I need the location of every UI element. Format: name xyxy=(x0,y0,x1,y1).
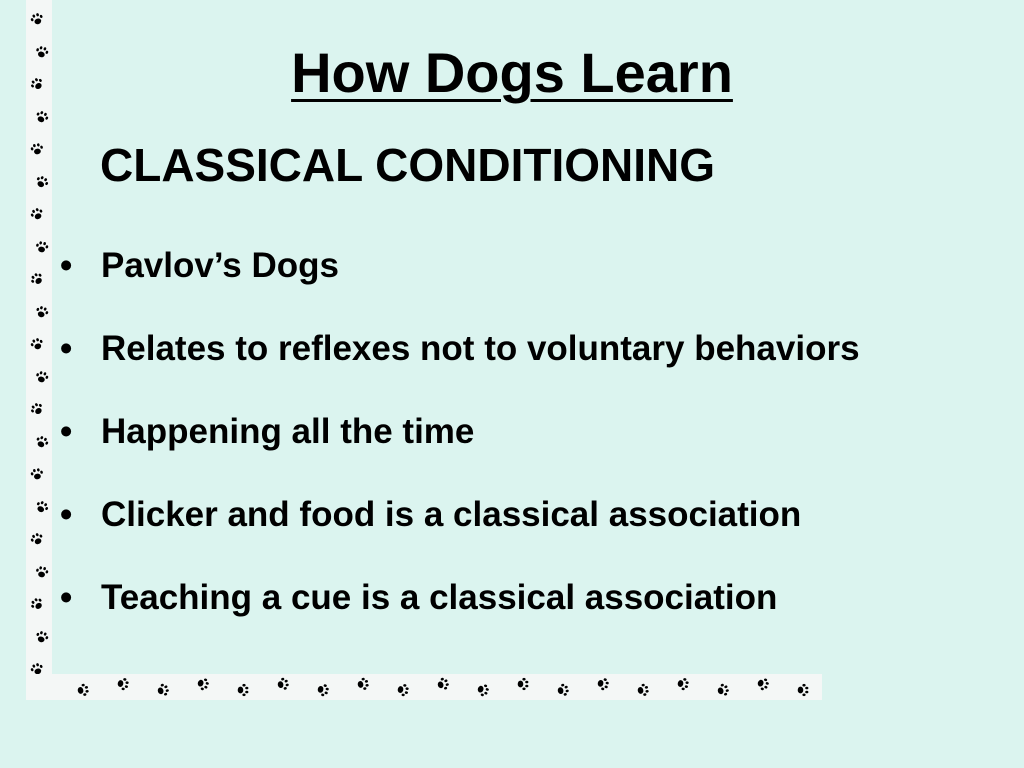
slide-title: How Dogs Learn xyxy=(291,41,733,104)
bullet-dot: • xyxy=(60,412,73,451)
paw-print-icon xyxy=(35,370,49,384)
paw-border-bottom xyxy=(26,674,822,700)
paw-print-icon xyxy=(30,12,44,26)
paw-print-icon xyxy=(756,677,770,691)
slide-subtitle: CLASSICAL CONDITIONING xyxy=(100,139,716,191)
paw-print-icon xyxy=(30,272,44,286)
paw-print-icon xyxy=(35,565,49,579)
paw-print-icon xyxy=(30,142,44,156)
bullet-dot: • xyxy=(60,495,73,534)
paw-print-icon xyxy=(316,683,330,697)
paw-print-icon xyxy=(35,110,49,124)
paw-print-icon xyxy=(35,500,49,514)
paw-print-icon xyxy=(35,240,49,254)
bullet-text: Clicker and food is a classical association xyxy=(101,495,802,534)
bullet-text: Happening all the time xyxy=(101,412,475,451)
paw-print-icon xyxy=(156,683,170,697)
paw-print-icon xyxy=(436,677,450,691)
paw-print-icon xyxy=(196,677,210,691)
paw-print-icon xyxy=(35,305,49,319)
paw-print-icon xyxy=(476,683,490,697)
paw-print-icon xyxy=(76,683,90,697)
paw-print-icon xyxy=(636,683,650,697)
paw-print-icon xyxy=(35,435,49,449)
bullet-dot: • xyxy=(60,246,73,285)
bullet-text: Pavlov’s Dogs xyxy=(101,246,339,285)
bullet-text: Teaching a cue is a classical association xyxy=(101,578,778,617)
paw-print-icon xyxy=(30,597,44,611)
paw-print-icon xyxy=(30,337,44,351)
paw-print-icon xyxy=(30,467,44,481)
paw-print-icon xyxy=(556,683,570,697)
paw-print-icon xyxy=(30,402,44,416)
bullet-dot: • xyxy=(60,578,73,617)
paw-print-icon xyxy=(116,677,130,691)
paw-print-icon xyxy=(716,683,730,697)
paw-print-icon xyxy=(516,677,530,691)
paw-print-icon xyxy=(30,532,44,546)
paw-print-icon xyxy=(236,683,250,697)
paw-print-icon xyxy=(596,677,610,691)
paw-print-icon xyxy=(276,677,290,691)
paw-print-icon xyxy=(30,207,44,221)
paw-print-icon xyxy=(356,677,370,691)
paw-print-icon xyxy=(35,630,49,644)
paw-print-icon xyxy=(796,683,810,697)
paw-print-icon xyxy=(35,175,49,189)
bullet-text: Relates to reflexes not to voluntary behaviors xyxy=(101,329,860,368)
paw-print-icon xyxy=(396,683,410,697)
bullet-dot: • xyxy=(60,329,73,368)
paw-print-icon xyxy=(676,677,690,691)
